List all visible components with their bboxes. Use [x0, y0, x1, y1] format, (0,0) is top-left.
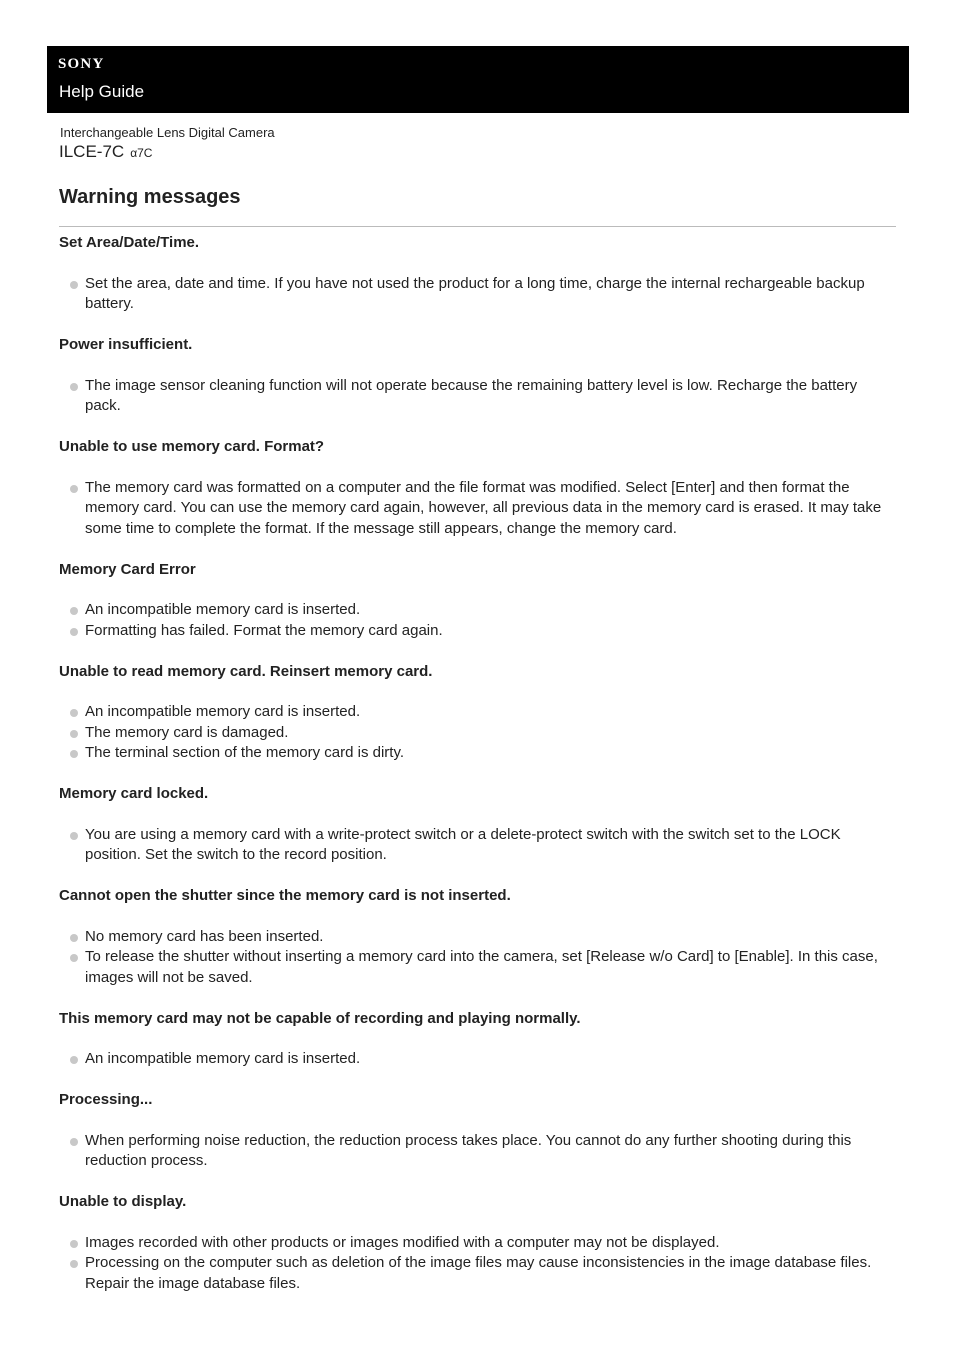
list-item-text: No memory card has been inserted.: [85, 927, 324, 945]
list-item-text: An incompatible memory card is inserted.: [85, 703, 361, 720]
list-item: [59, 1253, 896, 1294]
message-title: Cannot open the shutter since the memory card is not inserted.: [59, 887, 511, 904]
list-item-text: The terminal section of the memory card is dirty.: [85, 744, 404, 761]
list-item-text: The image sensor cleaning function will not operate because the remaining battery level is low. Recharge the battery pack.: [85, 376, 858, 414]
message-section: [59, 233, 896, 315]
message-section: [59, 437, 896, 539]
bullet-icon: [70, 730, 78, 738]
bullet-icon: [70, 281, 78, 289]
list-item: [59, 947, 896, 988]
message-section: [59, 1009, 896, 1070]
message-section: [59, 784, 896, 866]
message-section: [59, 560, 896, 642]
message-bullet-list: [59, 702, 896, 764]
message-title: Processing...: [59, 1091, 153, 1108]
message-title: Unable to display.: [59, 1193, 187, 1210]
message-bullet-list: [59, 600, 896, 641]
message-title: Power insufficient.: [59, 336, 193, 353]
model-subname: α7C: [130, 146, 153, 160]
list-item: [59, 702, 896, 723]
list-item: [59, 600, 896, 621]
bullet-icon: [70, 934, 78, 942]
messages-content: [59, 233, 896, 1315]
bullet-icon: [70, 832, 78, 840]
bullet-icon: [70, 383, 78, 391]
list-item-text: The memory card was formatted on a computer and the file format was modified. Select [Enter] and then format the memory card. You can use the memory card again, however, all previous data in the memory card is erased. It may take some time to complete the format. If the message still appears, change the memory card.: [85, 478, 882, 537]
list-item-text: Formatting has failed. Format the memory card again.: [85, 621, 443, 639]
message-title: Set Area/Date/Time.: [59, 234, 200, 251]
list-item: [59, 478, 896, 540]
bullet-icon: [70, 1240, 78, 1248]
list-item-text: To release the shutter without inserting a memory card into the camera, set [Release w/o Card] to [Enable]. In this case, images will not be saved.: [85, 948, 878, 986]
list-item: [59, 723, 896, 744]
page-title: Warning messages: [59, 186, 241, 208]
message-bullet-list: [59, 927, 896, 989]
message-bullet-list: [59, 274, 896, 315]
message-title: Unable to read memory card. Reinsert memory card.: [59, 662, 433, 680]
list-item: [59, 1233, 896, 1254]
title-divider: [59, 226, 896, 227]
bullet-icon: [70, 1138, 78, 1146]
bullet-icon: [70, 1260, 78, 1268]
help-guide-label: Help Guide: [59, 82, 145, 101]
message-bullet-list: [59, 478, 896, 540]
list-item: [59, 927, 896, 948]
bullet-icon: [70, 750, 78, 758]
list-item: [59, 825, 896, 866]
bullet-icon: [70, 607, 78, 615]
bullet-icon: [70, 485, 78, 493]
message-bullet-list: [59, 1131, 896, 1172]
list-item: [59, 376, 896, 417]
bullet-icon: [70, 628, 78, 636]
message-section: [59, 662, 896, 764]
model-name: [59, 142, 152, 162]
list-item: [59, 743, 896, 764]
message-bullet-list: [59, 1049, 896, 1070]
bullet-icon: [70, 709, 78, 717]
message-section: [59, 886, 896, 988]
message-bullet-list: [59, 825, 896, 866]
bullet-icon: [70, 1056, 78, 1064]
list-item-text: You are using a memory card with a write-protect switch or a delete-protect switch with the switch set to the LOCK position. Set the switch to the record position.: [85, 825, 841, 863]
model-number: ILCE-7C: [59, 142, 125, 161]
list-item: [59, 274, 896, 315]
message-section: [59, 1192, 896, 1294]
message-bullet-list: [59, 1233, 896, 1295]
message-title: Memory Card Error: [59, 560, 196, 578]
message-title: Unable to use memory card. Format?: [59, 438, 325, 455]
message-title: This memory card may not be capable of recording and playing normally.: [59, 1009, 581, 1027]
list-item: [59, 1049, 896, 1070]
list-item: [59, 621, 896, 642]
sony-logo: SONY: [58, 56, 105, 72]
bullet-icon: [70, 954, 78, 962]
list-item-text: An incompatible memory card is inserted.: [85, 601, 361, 618]
header-bar: [47, 46, 909, 113]
list-item-text: When performing noise reduction, the reduction process takes place. You cannot do any further shooting during this reduction process.: [85, 1131, 852, 1169]
list-item-text: The memory card is damaged.: [85, 723, 289, 741]
message-section: [59, 335, 896, 417]
message-section: [59, 1090, 896, 1172]
message-bullet-list: [59, 376, 896, 417]
message-title: Memory card locked.: [59, 785, 209, 802]
list-item-text: Images recorded with other products or images modified with a computer may not be displayed.: [85, 1233, 720, 1251]
product-type: Interchangeable Lens Digital Camera: [60, 125, 275, 140]
list-item-text: Processing on the computer such as deletion of the image files may cause inconsistencies in the image database files. Repair the image database files.: [85, 1254, 872, 1292]
list-item: [59, 1131, 896, 1172]
list-item-text: An incompatible memory card is inserted.: [85, 1050, 361, 1067]
list-item-text: Set the area, date and time. If you have not used the product for a long time, charge the internal rechargeable backup battery.: [85, 274, 865, 312]
